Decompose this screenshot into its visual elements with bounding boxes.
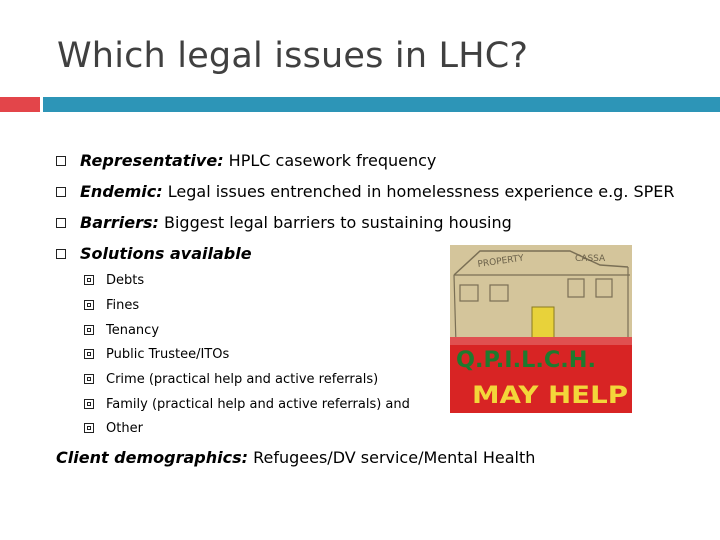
sub-bullet-square-icon (84, 325, 94, 335)
poster-sign-top: PROPERTY (477, 253, 525, 270)
sub-bullet-square-icon (84, 300, 94, 310)
sub-bullet-text: Fines (106, 298, 140, 313)
poster-line-1: Q.P.I.L.C.H. (456, 348, 596, 373)
footer-lead: Client demographics: (56, 448, 249, 467)
poster-sign-top-2: CASSA (575, 254, 606, 264)
sub-bullet-square-icon (84, 399, 94, 409)
bullet-square-icon (56, 218, 66, 228)
sub-bullet-square-icon (84, 423, 94, 433)
bullet-square-icon (56, 187, 66, 197)
bullet-lead: Representative: (80, 151, 224, 170)
poster-line-2: MAY HELP (472, 381, 628, 409)
sub-bullet-square-icon (84, 349, 94, 359)
sub-bullet-square-icon (84, 374, 94, 384)
bullet-text: Biggest legal barriers to sustaining housing (158, 213, 512, 232)
sub-bullet-square-icon (84, 275, 94, 285)
bullet-text: HPLC casework frequency (223, 151, 437, 170)
title-rule (43, 97, 720, 112)
footer-text: Refugees/DV service/Mental Health (248, 448, 536, 467)
sub-bullet-text: Debts (106, 273, 145, 288)
bullet-lead: Barriers: (80, 213, 159, 232)
sub-bullet-text: Tenancy (106, 323, 160, 338)
sub-bullet-text: Public Trustee/ITOs (106, 347, 230, 362)
bullet-text: Legal issues entrenched in homelessness experience e.g. SPER (162, 182, 675, 201)
sub-bullet-text: Other (106, 421, 143, 436)
bullet-lead: Solutions available (80, 244, 252, 263)
sub-bullet-text: Family (practical help and active referrals) and (106, 397, 410, 412)
bullet-square-icon (56, 156, 66, 166)
sub-bullet-text: Crime (practical help and active referrals) (106, 372, 379, 387)
slide-title: Which legal issues in LHC? (57, 36, 529, 76)
bullet-lead: Endemic: (80, 182, 163, 201)
qpilch-poster-image (450, 245, 632, 413)
client-demographics (56, 448, 535, 467)
title-rule-accent (0, 97, 40, 112)
bullet-square-icon (56, 249, 66, 259)
